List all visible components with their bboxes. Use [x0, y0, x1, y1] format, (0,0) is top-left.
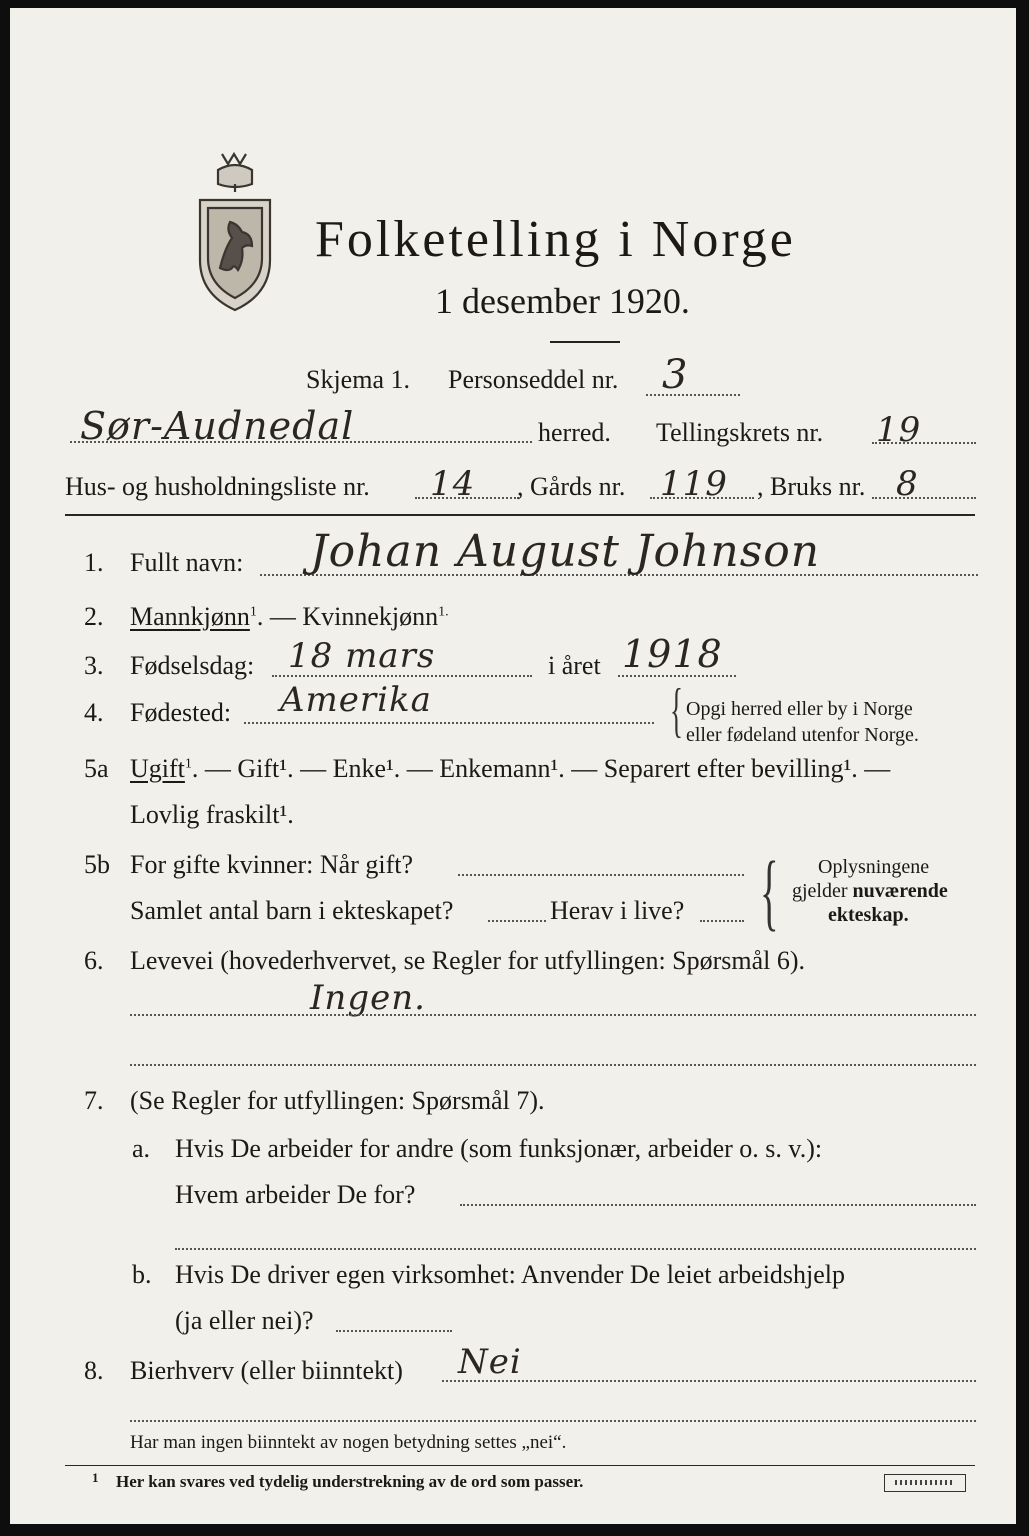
gards-label: , Gårds nr.: [517, 472, 626, 501]
q4-note-2: eller fødeland utenfor Norge.: [686, 724, 919, 746]
gards-value[interactable]: 119: [660, 464, 728, 504]
bottom-dots: [130, 1420, 976, 1422]
q7-label: (Se Regler for utfyllingen: Spørsmål 7).: [130, 1086, 545, 1115]
husholdning-label: Hus- og husholdningsliste nr.: [65, 472, 370, 501]
q2-number: 2.: [84, 602, 104, 631]
q5b-note-3: ekteskap.: [828, 904, 909, 926]
q8-value[interactable]: Nei: [458, 1342, 522, 1382]
q8-number: 8.: [84, 1356, 104, 1385]
q6-value[interactable]: Ingen.: [310, 978, 426, 1018]
q4-note-1: Opgi herred eller by i Norge: [686, 698, 913, 720]
q4-dots: [244, 722, 654, 724]
q5a-ugift-option[interactable]: Ugift: [130, 754, 185, 783]
form-date: 1 desember 1920.: [435, 281, 690, 321]
q5b-note-1: Oplysningene: [818, 856, 930, 878]
personseddel-value[interactable]: 3: [662, 352, 689, 398]
q7b-number: b.: [132, 1260, 152, 1289]
title-divider: [550, 341, 620, 343]
footer-separator: [65, 1465, 975, 1466]
footnote-mark: 1: [92, 1470, 99, 1485]
q2-male-option[interactable]: Mannkjønn: [130, 602, 250, 631]
q5a-options: Ugift$^1$. — Gift¹. — Enke¹. — Enkemann¹. — Separert efter bevilling¹. —: [130, 754, 891, 783]
q3-year-value[interactable]: 1918: [622, 632, 723, 676]
q2-options: [130, 602, 449, 632]
q4-label: Fødested:: [130, 698, 232, 727]
q6-number: 6.: [84, 946, 104, 975]
q7a-number: a.: [132, 1134, 151, 1163]
q3-value[interactable]: 18 mars: [288, 636, 436, 676]
form-title: Folketelling i Norge: [315, 211, 796, 268]
q6-label: Levevei (hovederhvervet, se Regler for utfyllingen: Spørsmål 6).: [130, 946, 806, 975]
q3-year-label: i året: [548, 651, 601, 680]
tellingskrets-value[interactable]: 19: [876, 410, 922, 450]
q5a-number: 5a: [84, 754, 109, 783]
q2-female-sup: 1.: [438, 604, 449, 620]
q5b-line1: For gifte kvinner: Når gift?: [130, 850, 414, 879]
q7b-label-2: (ja eller nei)?: [175, 1306, 314, 1335]
q5a-line2[interactable]: Lovlig fraskilt¹.: [130, 800, 294, 829]
q7a-dots-2[interactable]: [175, 1248, 976, 1250]
q5b-line2b: Herav i live?: [550, 896, 685, 925]
personseddel-dots: [646, 394, 740, 396]
coat-of-arms-icon: [190, 148, 280, 318]
q4-number: 4.: [84, 698, 104, 727]
printer-stamp-icon: [884, 1474, 966, 1492]
census-form: [10, 8, 1016, 1524]
q1-number: 1.: [84, 548, 104, 577]
personseddel-label: Personseddel nr.: [448, 365, 619, 394]
q2-female-option[interactable]: Kvinnekjønn: [302, 602, 439, 631]
q1-label: Fullt navn:: [130, 548, 244, 577]
footer-note: Har man ingen biinntekt av nogen betydning settes „nei“.: [130, 1432, 567, 1453]
q7-number: 7.: [84, 1086, 104, 1115]
q5b-note-2: gjelder nuværende: [792, 880, 948, 902]
tellingskrets-label: Tellingskrets nr.: [656, 418, 824, 447]
q3-label: Fødselsdag:: [130, 651, 255, 680]
q5b-brace: {: [760, 843, 779, 939]
q5a-other-options[interactable]: . — Gift¹. — Enke¹. — Enkemann¹. — Separert efter bevilling¹. —: [191, 754, 891, 783]
q7a-label: Hvis De arbeider for andre (som funksjonær, arbeider o. s. v.):: [175, 1134, 823, 1163]
header-separator: [65, 514, 975, 516]
q7a-dots-1[interactable]: [460, 1204, 976, 1206]
q1-value[interactable]: Johan August Johnson: [310, 526, 821, 577]
q5b-live-dots: [700, 920, 744, 922]
q3-number: 3.: [84, 651, 104, 680]
q6-line-2: [130, 1064, 976, 1066]
q6-line-1: [130, 1014, 976, 1016]
husholdning-value[interactable]: 14: [430, 464, 476, 504]
bruks-value[interactable]: 8: [896, 464, 919, 504]
footnote-text: Her kan svares ved tydelig understrekning av de ord som passer.: [116, 1472, 584, 1491]
herred-value[interactable]: Sør-Audnedal: [80, 404, 355, 448]
q7b-label: Hvis De driver egen virksomhet: Anvender De leiet arbeidshjelp: [175, 1260, 846, 1289]
bruks-dots: [872, 497, 976, 499]
q7a-label-2: Hvem arbeider De for?: [175, 1180, 416, 1209]
q8-dots: [442, 1380, 976, 1382]
bruks-label: , Bruks nr.: [757, 472, 866, 501]
q7b-dots[interactable]: [336, 1330, 452, 1332]
q5b-barn-dots: [488, 920, 546, 922]
q4-brace: {: [670, 677, 683, 743]
q5b-gift-dots: [458, 874, 744, 876]
q8-label: Bierhverv (eller biinntekt): [130, 1356, 403, 1385]
q4-value[interactable]: Amerika: [280, 680, 432, 720]
q2-male-sup: 1: [249, 604, 257, 620]
herred-label: herred.: [538, 418, 611, 447]
q2-separator: . —: [256, 602, 303, 631]
q5b-number: 5b: [84, 850, 110, 879]
q5b-line2a: Samlet antal barn i ekteskapet?: [130, 896, 454, 925]
skjema-label: Skjema 1.: [306, 365, 410, 394]
